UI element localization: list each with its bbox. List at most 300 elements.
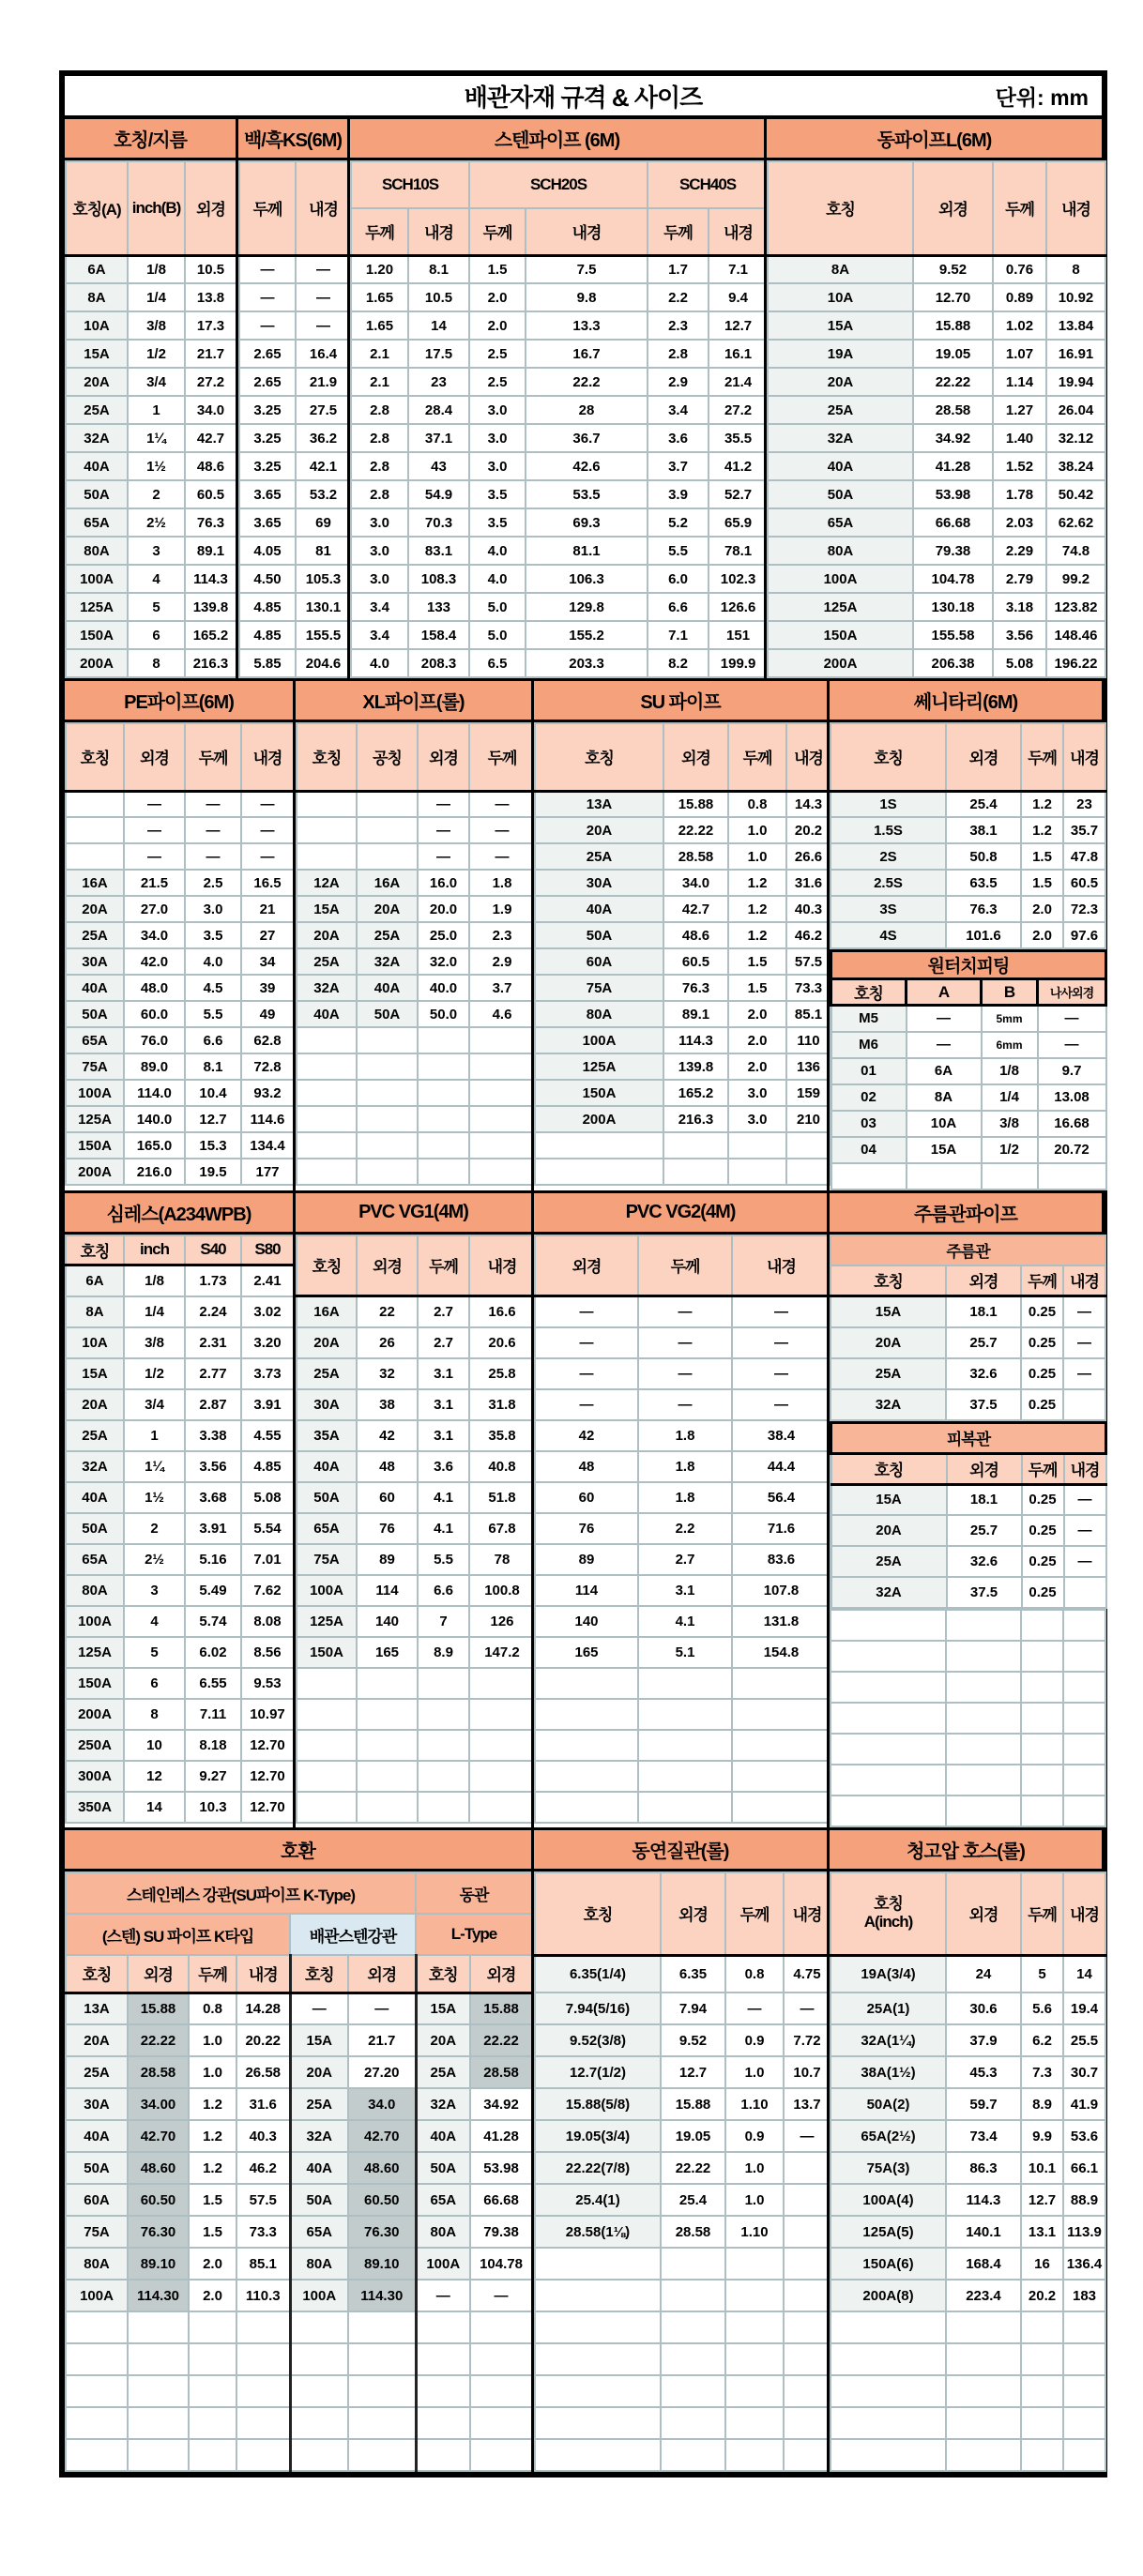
cell: 6.6 <box>418 1575 469 1606</box>
cell: 13.8 <box>185 283 236 311</box>
cell: 200A <box>768 649 913 677</box>
cell: 8A <box>66 283 128 311</box>
cell <box>946 1610 1021 1641</box>
table-row <box>66 2407 532 2439</box>
cell: — <box>469 817 535 843</box>
cell: 71.6 <box>732 1513 831 1544</box>
table-row <box>535 2216 831 2248</box>
col-header: 호칭 <box>535 1872 661 1955</box>
cell: 9.8 <box>526 283 648 311</box>
cell: 25.7 <box>947 1515 1022 1546</box>
table-row <box>297 1027 535 1053</box>
cell: 89 <box>357 1544 418 1575</box>
cell: 4 <box>124 1606 185 1637</box>
cell: 2.5 <box>469 340 526 368</box>
cell: 80A <box>416 2216 470 2248</box>
table-row <box>831 2056 1105 2088</box>
cell <box>66 843 124 870</box>
cell: 25A <box>535 843 663 870</box>
cell: 0.25 <box>1021 1358 1063 1389</box>
table-row <box>351 452 768 480</box>
cell: 2.41 <box>241 1265 294 1296</box>
col-header: 호칭 <box>416 1955 470 1993</box>
cell <box>946 1734 1021 1765</box>
table-row <box>66 621 236 649</box>
cell: 02 <box>831 1084 907 1111</box>
cell: 5.49 <box>185 1575 241 1606</box>
table-row <box>831 1765 1105 1796</box>
cell <box>661 2375 725 2407</box>
table-row <box>239 311 351 340</box>
cell <box>236 2311 290 2343</box>
table-row <box>239 424 351 452</box>
cell: — <box>418 843 469 870</box>
cell: — <box>732 1296 831 1327</box>
cell: 10.92 <box>1046 283 1105 311</box>
cell: 76 <box>357 1513 418 1544</box>
cell: 46.2 <box>236 2152 290 2184</box>
table-row <box>535 2056 831 2088</box>
cell <box>469 1080 535 1106</box>
cell: 3.6 <box>418 1451 469 1482</box>
cell: — <box>416 2280 470 2311</box>
table-row <box>66 1699 294 1730</box>
cell: — <box>732 1389 831 1420</box>
cell: 0.25 <box>1021 1296 1063 1327</box>
cell: 32 <box>357 1358 418 1389</box>
cell <box>784 2311 831 2343</box>
table-row <box>239 508 351 537</box>
cell: 69 <box>296 508 351 537</box>
table-row <box>535 2343 831 2375</box>
col-header: 호칭 <box>831 1265 946 1296</box>
col-header: 외경 <box>946 1872 1021 1955</box>
cell: 165.0 <box>124 1132 185 1159</box>
cell: 200A <box>66 1159 124 1185</box>
cell: 2.29 <box>993 537 1046 565</box>
cell: 100A <box>290 2280 348 2311</box>
table-row <box>351 480 768 508</box>
table-row <box>66 1668 294 1699</box>
cell: 99.2 <box>1046 565 1105 593</box>
table-row <box>351 537 768 565</box>
cell: — <box>638 1358 732 1389</box>
unit-label: 단위: mm <box>995 84 1089 110</box>
cell <box>946 1765 1021 1796</box>
table-row <box>66 896 294 922</box>
cell <box>725 2248 784 2280</box>
cell: 200A <box>535 1106 663 1132</box>
table-row <box>66 1053 294 1080</box>
cell: 65A <box>66 1027 124 1053</box>
cell <box>297 1730 357 1761</box>
table-row <box>66 424 236 452</box>
col-header: 호칭 <box>66 1955 128 1993</box>
cell <box>661 2248 725 2280</box>
cell: 3/8 <box>128 311 185 340</box>
cell: 76.3 <box>663 975 728 1001</box>
cell: 28.58 <box>470 2056 532 2088</box>
table-row <box>535 1513 831 1544</box>
cell: 6.6 <box>648 593 709 621</box>
cell: 7.94(5/16) <box>535 1993 661 2024</box>
cell <box>297 1053 357 1080</box>
table-row <box>239 340 351 368</box>
table-row <box>768 396 1105 424</box>
table-row <box>351 649 768 677</box>
xl-pipe-table <box>296 722 536 1186</box>
table-row <box>831 2311 1105 2343</box>
cell: 150A <box>768 621 913 649</box>
cell: 50.8 <box>946 843 1021 870</box>
cell <box>831 2311 946 2343</box>
cell: 19A <box>768 340 913 368</box>
table-row <box>239 537 351 565</box>
cell: 72.3 <box>1063 896 1105 922</box>
table-row <box>297 1482 535 1513</box>
cell: 14 <box>1063 1955 1105 1993</box>
cell: 12.7(1/2) <box>535 2056 661 2088</box>
cell: 65A <box>66 508 128 537</box>
cell <box>725 2375 784 2407</box>
col-header: 내경 <box>241 723 294 791</box>
cell: 2.24 <box>185 1296 241 1327</box>
cell: 15.88 <box>913 311 993 340</box>
cell: 80A <box>66 2248 128 2280</box>
cell <box>418 1080 469 1106</box>
table-row <box>831 2439 1105 2471</box>
cell: 15A <box>416 1993 470 2024</box>
table-row <box>66 2088 532 2120</box>
cell: — <box>241 791 294 817</box>
col-header: SCH10S <box>351 161 469 208</box>
cell <box>946 1641 1021 1672</box>
cell: 3.0 <box>728 1106 786 1132</box>
cell: 32A <box>66 1451 124 1482</box>
cell <box>357 1027 418 1053</box>
col-header: 호칭 <box>831 979 907 1006</box>
cell <box>638 1699 732 1730</box>
cell: 28.58 <box>661 2216 725 2248</box>
col-header: 외경 <box>348 1955 416 1993</box>
cell <box>1021 1765 1063 1796</box>
cell <box>535 2343 661 2375</box>
cell: 19.05(3/4) <box>535 2120 661 2152</box>
cell <box>907 1163 982 1190</box>
cell <box>535 1668 638 1699</box>
cell <box>128 2439 189 2471</box>
table-row <box>66 2280 532 2311</box>
col-header: 호칭(A) <box>66 161 128 255</box>
cell: — <box>239 283 296 311</box>
cell: 3.7 <box>648 452 709 480</box>
table-row <box>239 396 351 424</box>
table-row <box>831 1955 1105 1993</box>
table-row <box>239 649 351 677</box>
cell: 2.7 <box>638 1544 732 1575</box>
table-row <box>66 2375 532 2407</box>
cell: 25A <box>290 2088 348 2120</box>
cell <box>946 1672 1021 1703</box>
cell: 15A <box>907 1137 982 1163</box>
cell: 16.6 <box>469 1296 535 1327</box>
cell <box>1063 2311 1105 2343</box>
col-header: 내경 <box>1064 1453 1106 1484</box>
table-row <box>535 2152 831 2184</box>
cell <box>348 2311 416 2343</box>
group-pvc-vg1 <box>293 1193 531 1828</box>
cell: 37.1 <box>408 424 469 452</box>
col-header: 두께 <box>469 208 526 255</box>
cell <box>469 1132 535 1159</box>
cell: 1.2 <box>189 2152 236 2184</box>
table-row <box>768 508 1105 537</box>
cell: 3/8 <box>982 1111 1038 1137</box>
cell: 4.85 <box>239 621 296 649</box>
table-row <box>66 922 294 948</box>
cell: 100A <box>416 2248 470 2280</box>
cell: 32.6 <box>947 1546 1022 1577</box>
cell <box>1021 1703 1063 1734</box>
table-row <box>239 368 351 396</box>
cell: 300A <box>66 1761 124 1792</box>
cell <box>469 1699 535 1730</box>
cell <box>1021 2439 1063 2471</box>
table-row <box>831 2343 1105 2375</box>
table-row <box>66 2184 532 2216</box>
cell: 3.91 <box>185 1513 241 1544</box>
col-header: 외경 <box>357 1235 418 1296</box>
cell: 114.3 <box>946 2184 1021 2216</box>
cell: 50A <box>66 1001 124 1027</box>
cell: 53.5 <box>526 480 648 508</box>
table-row <box>297 1637 535 1668</box>
cell: 110 <box>786 1027 831 1053</box>
cell: 22.2 <box>526 368 648 396</box>
cell: 57.5 <box>786 948 831 975</box>
cell: 85.1 <box>786 1001 831 1027</box>
cell: 41.28 <box>913 452 993 480</box>
table-row <box>535 1106 831 1132</box>
cell: 1.0 <box>725 2056 784 2088</box>
cell: 1/2 <box>124 1358 185 1389</box>
table-row <box>66 396 236 424</box>
cell: 50A(2) <box>831 2088 946 2120</box>
cell <box>469 1159 535 1185</box>
cell: 8.08 <box>241 1606 294 1637</box>
cell: 73.4 <box>946 2120 1021 2152</box>
table-row <box>297 1132 535 1159</box>
table-row <box>297 1730 535 1761</box>
cell: 89 <box>535 1544 638 1575</box>
cell: 25A <box>357 922 418 948</box>
cell: 126 <box>469 1606 535 1637</box>
table-row <box>831 870 1105 896</box>
cell: 65A <box>290 2216 348 2248</box>
cell: 1 <box>128 396 185 424</box>
table-row <box>297 1080 535 1106</box>
cell <box>1021 2343 1063 2375</box>
cell <box>416 2407 470 2439</box>
cell: 6 <box>128 621 185 649</box>
cell: 21.9 <box>296 368 351 396</box>
cell: 168.4 <box>946 2248 1021 2280</box>
cell: — <box>784 1993 831 2024</box>
cell <box>348 2343 416 2375</box>
cell <box>663 1159 728 1185</box>
cell <box>1063 2439 1105 2471</box>
cell: 15A <box>831 1484 947 1515</box>
cell <box>470 2343 532 2375</box>
cell: 9.52 <box>913 255 993 283</box>
sub-section-header: 주름관 <box>831 1235 1105 1265</box>
cell: 42.7 <box>185 424 236 452</box>
cell: 8.1 <box>408 255 469 283</box>
cell: 50.42 <box>1046 480 1105 508</box>
table-row <box>297 791 535 817</box>
table-row <box>297 817 535 843</box>
copper-pipe-table <box>767 160 1106 678</box>
cell: 25.4 <box>946 791 1021 817</box>
table-row <box>831 1032 1106 1058</box>
cell: 12.7 <box>185 1106 241 1132</box>
cell: 2.9 <box>648 368 709 396</box>
col-header: 호칭 <box>768 161 913 255</box>
cell: 3.1 <box>418 1420 469 1451</box>
cell: 57.5 <box>236 2184 290 2216</box>
table-row <box>66 340 236 368</box>
cell <box>469 1792 535 1823</box>
cell: 5.54 <box>241 1513 294 1544</box>
cell: 42 <box>357 1420 418 1451</box>
cell: 15A <box>290 2024 348 2056</box>
cell: 2 <box>128 480 185 508</box>
cell <box>418 1132 469 1159</box>
table-row <box>66 1513 294 1544</box>
cell: 2.65 <box>239 368 296 396</box>
cell: — <box>907 1006 982 1032</box>
col-header <box>831 1872 946 1955</box>
cell: 1.9 <box>469 896 535 922</box>
cell: 4.1 <box>418 1482 469 1513</box>
cell <box>236 2407 290 2439</box>
cell: 140 <box>535 1606 638 1637</box>
cell: 139.8 <box>663 1053 728 1080</box>
cell: 65A <box>768 508 913 537</box>
cell: 48.6 <box>185 452 236 480</box>
cell: 16A <box>66 870 124 896</box>
cell: 16.1 <box>709 340 768 368</box>
table-row <box>66 1637 294 1668</box>
cell: — <box>732 1327 831 1358</box>
cell <box>1038 1163 1106 1190</box>
cell: 16.5 <box>241 870 294 896</box>
cell <box>189 2439 236 2471</box>
cell: 80A <box>768 537 913 565</box>
cell: 0.8 <box>728 791 786 817</box>
cell: 40A <box>66 1482 124 1513</box>
table-row <box>66 649 236 677</box>
cell <box>535 2439 661 2471</box>
cell <box>290 2311 348 2343</box>
table-row <box>66 2343 532 2375</box>
cell: 1/4 <box>982 1084 1038 1111</box>
table-row <box>831 1515 1106 1546</box>
cell <box>786 1159 831 1185</box>
table-row <box>297 1575 535 1606</box>
cell: 40.0 <box>418 975 469 1001</box>
cell: 37.9 <box>946 2024 1021 2056</box>
cell: 100A(4) <box>831 2184 946 2216</box>
cell: 75A(3) <box>831 2152 946 2184</box>
table-row <box>535 1451 831 1482</box>
cell: 2.0 <box>469 311 526 340</box>
cell <box>357 1080 418 1106</box>
cell: 3.73 <box>241 1358 294 1389</box>
cell: 3.56 <box>993 621 1046 649</box>
cell: 183 <box>1063 2280 1105 2311</box>
table-row <box>66 2439 532 2471</box>
cell: 12.70 <box>241 1761 294 1792</box>
col-header: 내경 <box>1046 161 1105 255</box>
group-header: SU 파이프 <box>534 681 827 722</box>
col-header: 내경 <box>408 208 469 255</box>
cell <box>1021 2311 1063 2343</box>
cell <box>1063 1389 1105 1420</box>
cell: 4S <box>831 922 946 948</box>
group-ks-pipe <box>236 119 347 678</box>
cell: 32.6 <box>946 1358 1021 1389</box>
cell: 100.8 <box>469 1575 535 1606</box>
cell: 1¼ <box>128 424 185 452</box>
table-row <box>535 1993 831 2024</box>
col-header: 호칭 <box>66 1235 124 1265</box>
cell: 25A <box>66 396 128 424</box>
cell: 60.5 <box>663 948 728 975</box>
cell <box>1063 1703 1105 1734</box>
cell: 6A <box>907 1058 982 1084</box>
cell: 1/8 <box>128 255 185 283</box>
sub-section-header: 배관스텐강관 <box>290 1914 416 1955</box>
table-row <box>66 593 236 621</box>
cell: 28 <box>526 396 648 424</box>
cell <box>831 2439 946 2471</box>
cell: 89.10 <box>348 2248 416 2280</box>
cell: 1.73 <box>185 1265 241 1296</box>
col-header: 두께 <box>1021 723 1063 791</box>
table-row <box>535 1761 831 1792</box>
table-row <box>66 508 236 537</box>
cell: 01 <box>831 1058 907 1084</box>
cell: 35A <box>297 1420 357 1451</box>
cell: 22.22 <box>470 2024 532 2056</box>
cell: 28.58 <box>128 2056 189 2088</box>
cell <box>357 1761 418 1792</box>
table-row <box>535 1053 831 1080</box>
cell: 4.0 <box>469 565 526 593</box>
cell: 1S <box>831 791 946 817</box>
group-header: PE파이프(6M) <box>65 681 293 722</box>
cell: — <box>535 1389 638 1420</box>
cell: 150A <box>66 621 128 649</box>
cell: 5 <box>124 1637 185 1668</box>
cell: 20A <box>66 1389 124 1420</box>
cell: 50A <box>66 2152 128 2184</box>
group-header: XL파이프(롤) <box>296 681 531 722</box>
cell <box>535 2248 661 2280</box>
cell: 17.3 <box>185 311 236 340</box>
cell: 1/4 <box>128 283 185 311</box>
